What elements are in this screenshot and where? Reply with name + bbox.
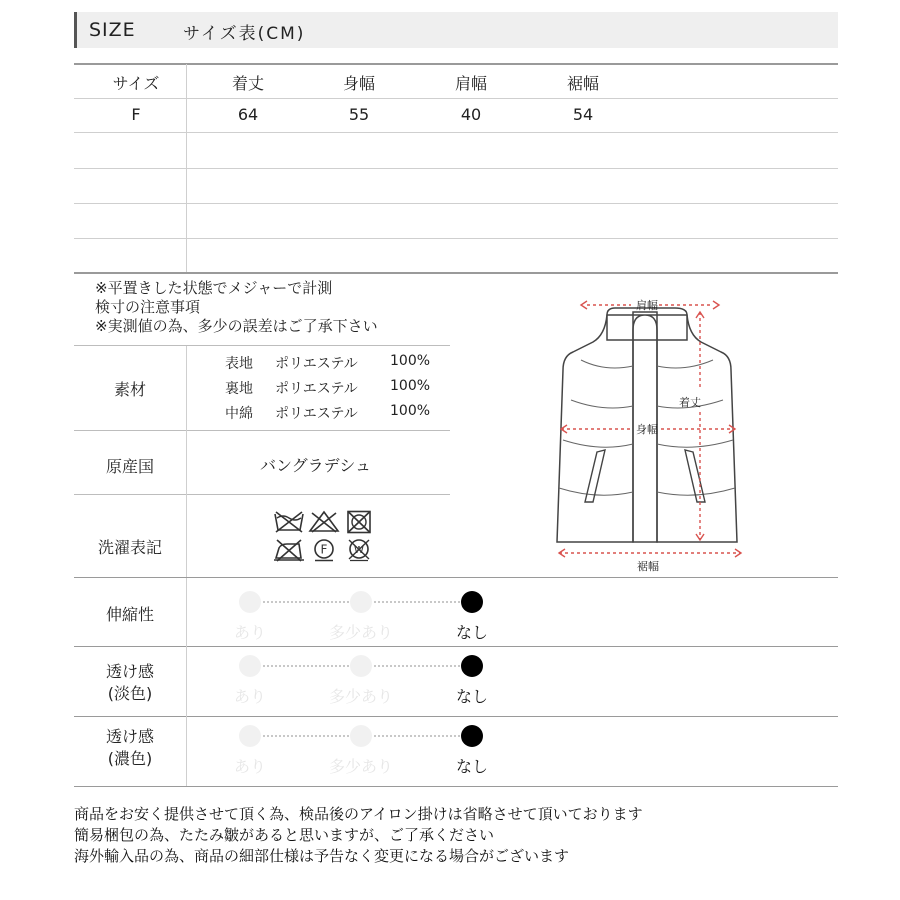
no-iron-icon [273,538,305,562]
chest-width-label: 身幅 [636,423,658,436]
vest-collar [607,308,687,340]
rating-option: あり [233,623,266,642]
size-title: SIZE [89,19,136,41]
table-divider [74,132,838,133]
shoulder-width-label: 肩幅 [636,299,658,312]
column-header-chest: 身幅 [342,74,375,93]
info-divider [74,430,450,431]
info-divider [74,494,450,495]
rating-dot [239,725,261,747]
table-divider [74,238,838,239]
no-tumble-dry-icon [343,510,375,534]
svg-text:W: W [354,545,364,556]
rating-dot-selected [461,725,483,747]
rating-dot [350,591,372,613]
sheerness-dark-label: 透け感 (濃色) [105,727,154,768]
hem-width-label: 裾幅 [637,560,659,573]
rating-option: 多少あり [328,687,393,706]
footer-note-packaging: 簡易梱包の為、たたみ皺があると思いますが、ご了承ください [74,826,495,844]
size-header [74,12,838,48]
table-cell-size: F [131,105,141,124]
table-cell-shoulder: 40 [460,105,482,124]
length-label: 着丈 [679,396,701,409]
rating-option: あり [233,687,266,706]
table-divider [74,203,838,204]
note-measure: ※平置きした状態でメジャーで計測 [95,279,333,297]
column-header-length: 着丈 [231,74,264,93]
footer-note-specs: 海外輸入品の為、商品の細部仕様は予告なく変更になる場合がございます [74,847,570,865]
rating-dot [239,655,261,677]
note-tolerance: ※実測値の為、多少の誤差はご了承下さい [95,317,378,335]
rating-option: 多少あり [328,757,393,776]
origin-value: バングラデシュ [260,456,372,475]
rating-option-selected: なし [455,687,488,706]
rating-option: 多少あり [328,623,393,642]
column-header-shoulder: 肩幅 [454,74,487,93]
material-part: 表地 [225,356,253,372]
rating-dot [350,655,372,677]
laundry-label: 洗濯表記 [97,538,162,557]
table-cell-chest: 55 [348,105,370,124]
info-divider [74,345,450,346]
no-wash-icon [273,510,305,534]
no-bleach-icon [308,510,340,534]
rating-option: あり [233,757,266,776]
rating-option-selected: なし [455,623,488,642]
vest-diagram [545,290,755,575]
column-header-hem: 裾幅 [566,74,599,93]
no-wet-clean-icon [343,538,375,562]
size-subtitle: サイズ表(CM) [183,24,306,44]
rating-divider [74,716,838,717]
dry-clean-f-icon [308,538,340,562]
stretch-label: 伸縮性 [105,605,154,624]
table-divider [74,168,838,169]
info-column-divider [186,346,187,577]
material-part: 裏地 [225,381,253,397]
table-top-border [74,63,838,65]
rating-column-divider [186,578,187,786]
material-percent: 100% [390,403,431,419]
material-percent: 100% [390,353,431,369]
rating-dot [239,591,261,613]
rating-option-selected: なし [455,757,488,776]
origin-label: 原産国 [105,457,154,476]
footer-note-ironing: 商品をお安く提供させて頂く為、検品後のアイロン掛けは省略させて頂いております [74,805,643,823]
rating-divider [74,786,838,787]
material-label: 素材 [113,380,146,399]
material-percent: 100% [390,378,431,394]
material-part: 中綿 [225,406,253,422]
sheerness-light-label: 透け感 (淡色) [105,662,154,703]
rating-dot [350,725,372,747]
column-header-size: サイズ [112,74,160,93]
note-heading: 検寸の注意事項 [95,298,201,316]
table-cell-hem: 54 [572,105,594,124]
table-bottom-border [74,272,838,274]
rating-divider [74,646,838,647]
table-cell-length: 64 [237,105,259,124]
material-fabric: ポリエステル [275,356,358,372]
material-fabric: ポリエステル [275,406,358,422]
svg-text:F: F [320,542,328,557]
rating-dot-selected [461,591,483,613]
table-column-divider [186,64,187,272]
rating-dot-selected [461,655,483,677]
table-divider [74,98,838,99]
material-fabric: ポリエステル [275,381,358,397]
rating-divider [74,577,838,578]
